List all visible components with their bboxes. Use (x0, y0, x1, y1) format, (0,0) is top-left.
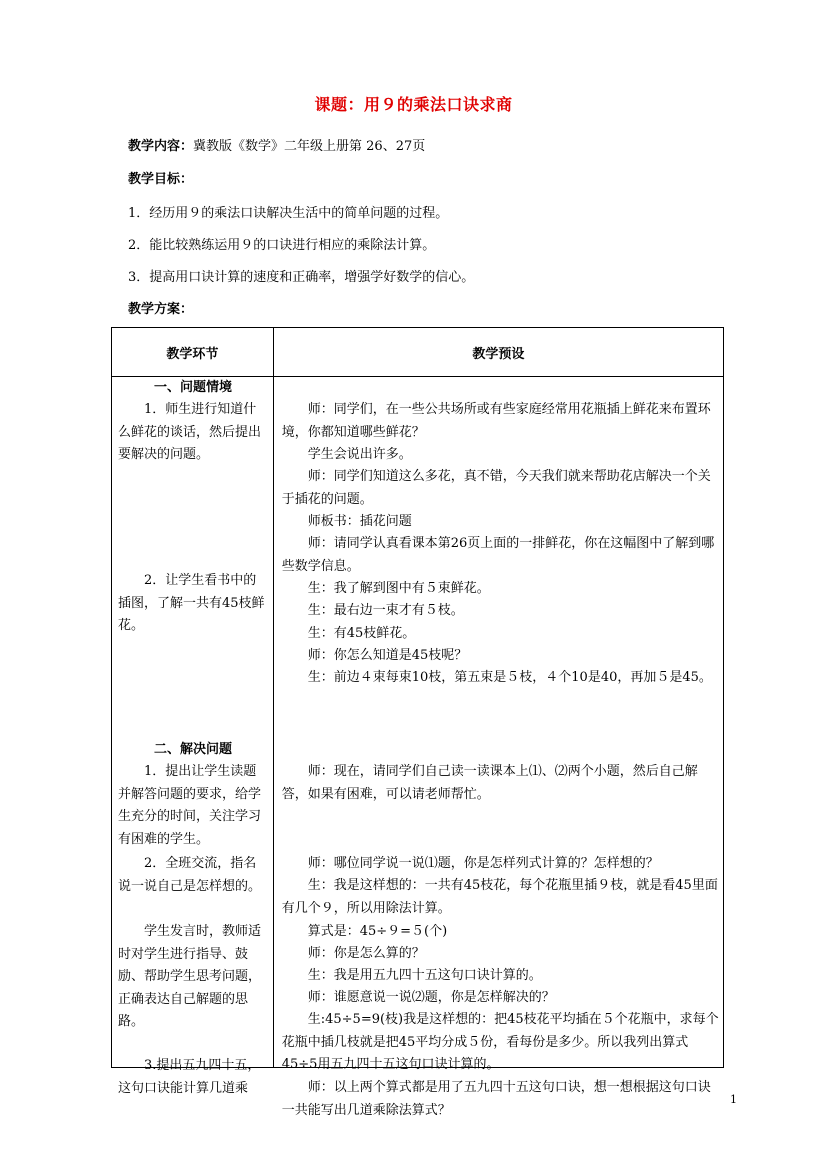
content-text: 冀教版《数学》二年级上册第 26、27页 (193, 139, 426, 154)
goal-item: 2．能比较熟练运用９的口诀进行相应的乘除法计算。 (128, 238, 436, 253)
goal-item: 1．经历用９的乘法口诀解决生活中的简单问题的过程。 (128, 206, 449, 221)
dialogue-line: 师：你怎么知道是45枝呢？ (307, 648, 468, 663)
dialogue-line: 生：我了解到图中有５束鲜花。 (307, 581, 490, 596)
dialogue-line: 师：同学们，在一些公共场所或有些家庭经常用花瓶插上鲜花来布置环境，你都知道哪些鲜花？ (281, 402, 711, 440)
dialogue-line: 师：现在，请同学们自己读一读课本上⑴、⑵两个小题，然后自己解答，如果有困难，可以请老师帮忙。 (281, 764, 698, 802)
dialogue-line: 生：我是用五九四十五这句口诀计算的。 (307, 968, 542, 983)
plan-label: 教学方案： (128, 302, 194, 317)
stage-item: 1．提出让学生读题并解答问题的要求，给学生充分的时间，关注学习有困难的学生。 (118, 764, 262, 847)
page-title: 课题：用９的乘法口诀求商 (314, 95, 513, 114)
dialogue-line: 师：哪位同学说一说⑴题，你是怎样列式计算的？怎样想的？ (307, 856, 659, 871)
stage-item: 学生发言时，教师适时对学生进行指导、鼓励、帮助学生思考问题，正确表达自己解题的思路。 (118, 924, 262, 1029)
goals-label: 教学目标： (128, 172, 194, 187)
dialogue-line: 生：有45枝鲜花。 (307, 626, 416, 641)
dialogue-line: 生：最右边一束才有５枝。 (307, 603, 464, 618)
goal-item: 3．提高用口诀计算的速度和正确率，增强学好数学的信心。 (128, 270, 475, 285)
dialogue-line: 师板书：插花问题 (307, 514, 412, 529)
dialogue-line: 师：谁愿意说一说⑵题，你是怎样解决的？ (307, 990, 555, 1005)
section-heading: 一、问题情境 (153, 380, 232, 395)
header-stage: 教学环节 (112, 328, 274, 377)
content-label: 教学内容： (128, 139, 194, 154)
section-heading: 二、解决问题 (153, 742, 232, 757)
stage-item: 1．师生进行知道什么鲜花的谈话，然后提出要解决的问题。 (118, 402, 262, 462)
dialogue-line: 生：我是这样想的：一共有45枝花，每个花瓶里插９枝，就是看45里面有几个９，所以用除法计算。 (281, 878, 718, 916)
dialogue-line: 学生会说出许多。 (307, 447, 412, 462)
design-column (273, 377, 723, 1118)
stage-item: 2．全班交流，指名说一说自己是怎样想的。 (118, 856, 262, 894)
dialogue-line: 师：同学们知道这么多花，真不错，今天我们就来帮助花店解决一个关于插花的问题。 (281, 469, 711, 507)
header-design: 教学预设 (273, 328, 723, 377)
dialogue-line: 师：你是怎么算的？ (307, 946, 425, 961)
stage-column (112, 377, 274, 1096)
stage-item: 2．让学生看书中的插图，了解一共有45枝鲜花。 (118, 573, 265, 633)
dialogue-line: 算式是：45÷９=５(个) (307, 924, 448, 939)
teaching-plan-table (111, 327, 724, 1118)
page-number: 1 (730, 1093, 737, 1106)
dialogue-line: 师：以上两个算式都是用了五九四十五这句口诀，想一想根据这句口诀一共能写出几道乘除法算式？ (281, 1080, 711, 1118)
dialogue-line: 生:45÷5=9(枝)我是这样想的：把45枝花平均插在５个花瓶中，求每个花瓶中插几枝就是把45平均分成５份，看每份是多少。所以我列出算式45÷5用五九四十五这句口诀计算的。 (281, 1012, 719, 1072)
dialogue-line: 生：前边４束每束10枝，第五束是５枝，４个10是40，再加５是45。 (307, 670, 712, 685)
stage-item: 3.提出五九四十五，这句口诀能计算几道乘 (118, 1058, 261, 1096)
dialogue-line: 师：请同学认真看课本第26页上面的一排鲜花，你在这幅图中了解到哪些数学信息。 (281, 536, 715, 574)
content-line (128, 135, 425, 154)
